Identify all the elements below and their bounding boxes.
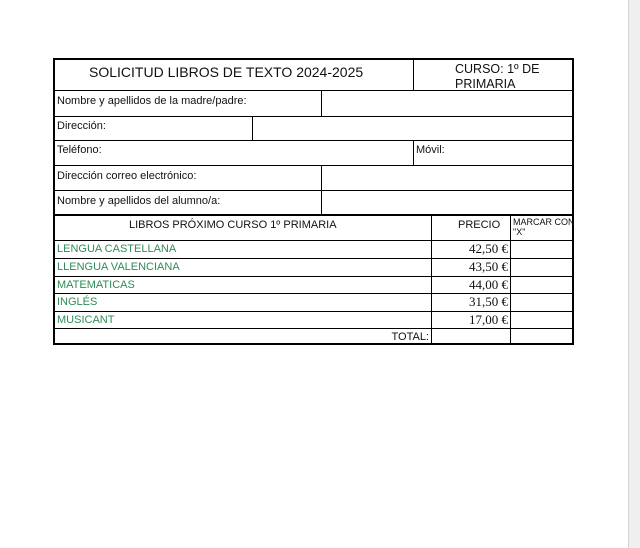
parent-name-field[interactable] [322, 91, 574, 116]
total-price-field[interactable] [433, 329, 509, 345]
total-label: TOTAL: [391, 331, 429, 343]
book-price: 43,50 € [469, 259, 508, 274]
mark-checkbox[interactable] [511, 294, 574, 311]
mobile-field[interactable] [450, 141, 574, 165]
email-label: Dirección correo electrónico: [57, 170, 197, 182]
mark-column-header: MARCAR CON "X" [513, 217, 575, 237]
course-label: CURSO: 1º DE PRIMARIA [455, 62, 540, 91]
book-name: LENGUA CASTELLANA [57, 243, 177, 255]
student-name-label: Nombre y apellidos del alumno/a: [57, 195, 221, 207]
form-title: SOLICITUD LIBROS DE TEXTO 2024-2025 [89, 64, 364, 80]
mark-checkbox[interactable] [511, 277, 574, 293]
books-column-header: LIBROS PRÓXIMO CURSO 1º PRIMARIA [129, 219, 337, 231]
book-price: 44,00 € [469, 277, 508, 292]
address-label: Dirección: [57, 120, 106, 132]
parent-name-label: Nombre y apellidos de la madre/padre: [57, 95, 247, 107]
price-column-header: PRECIO [458, 219, 501, 231]
book-name: LLENGUA VALENCIANA [57, 261, 180, 273]
book-price: 17,00 € [469, 312, 508, 327]
book-name: MATEMATICAS [57, 279, 135, 291]
student-name-field[interactable] [322, 191, 574, 214]
book-request-form [53, 58, 574, 345]
email-field[interactable] [322, 166, 574, 190]
mark-checkbox[interactable] [511, 259, 574, 276]
phone-label: Teléfono: [57, 144, 102, 156]
book-price: 42,50 € [469, 241, 508, 256]
mark-checkbox[interactable] [511, 312, 574, 328]
book-name: INGLÉS [57, 296, 98, 308]
mark-checkbox[interactable] [511, 241, 574, 258]
phone-field[interactable] [105, 141, 413, 165]
address-field[interactable] [253, 117, 574, 140]
scrollbar[interactable] [628, 0, 640, 548]
book-name: MUSICANT [57, 314, 115, 326]
mobile-label: Móvil: [416, 144, 445, 156]
book-price: 31,50 € [469, 294, 508, 309]
total-mark-field[interactable] [511, 329, 574, 345]
